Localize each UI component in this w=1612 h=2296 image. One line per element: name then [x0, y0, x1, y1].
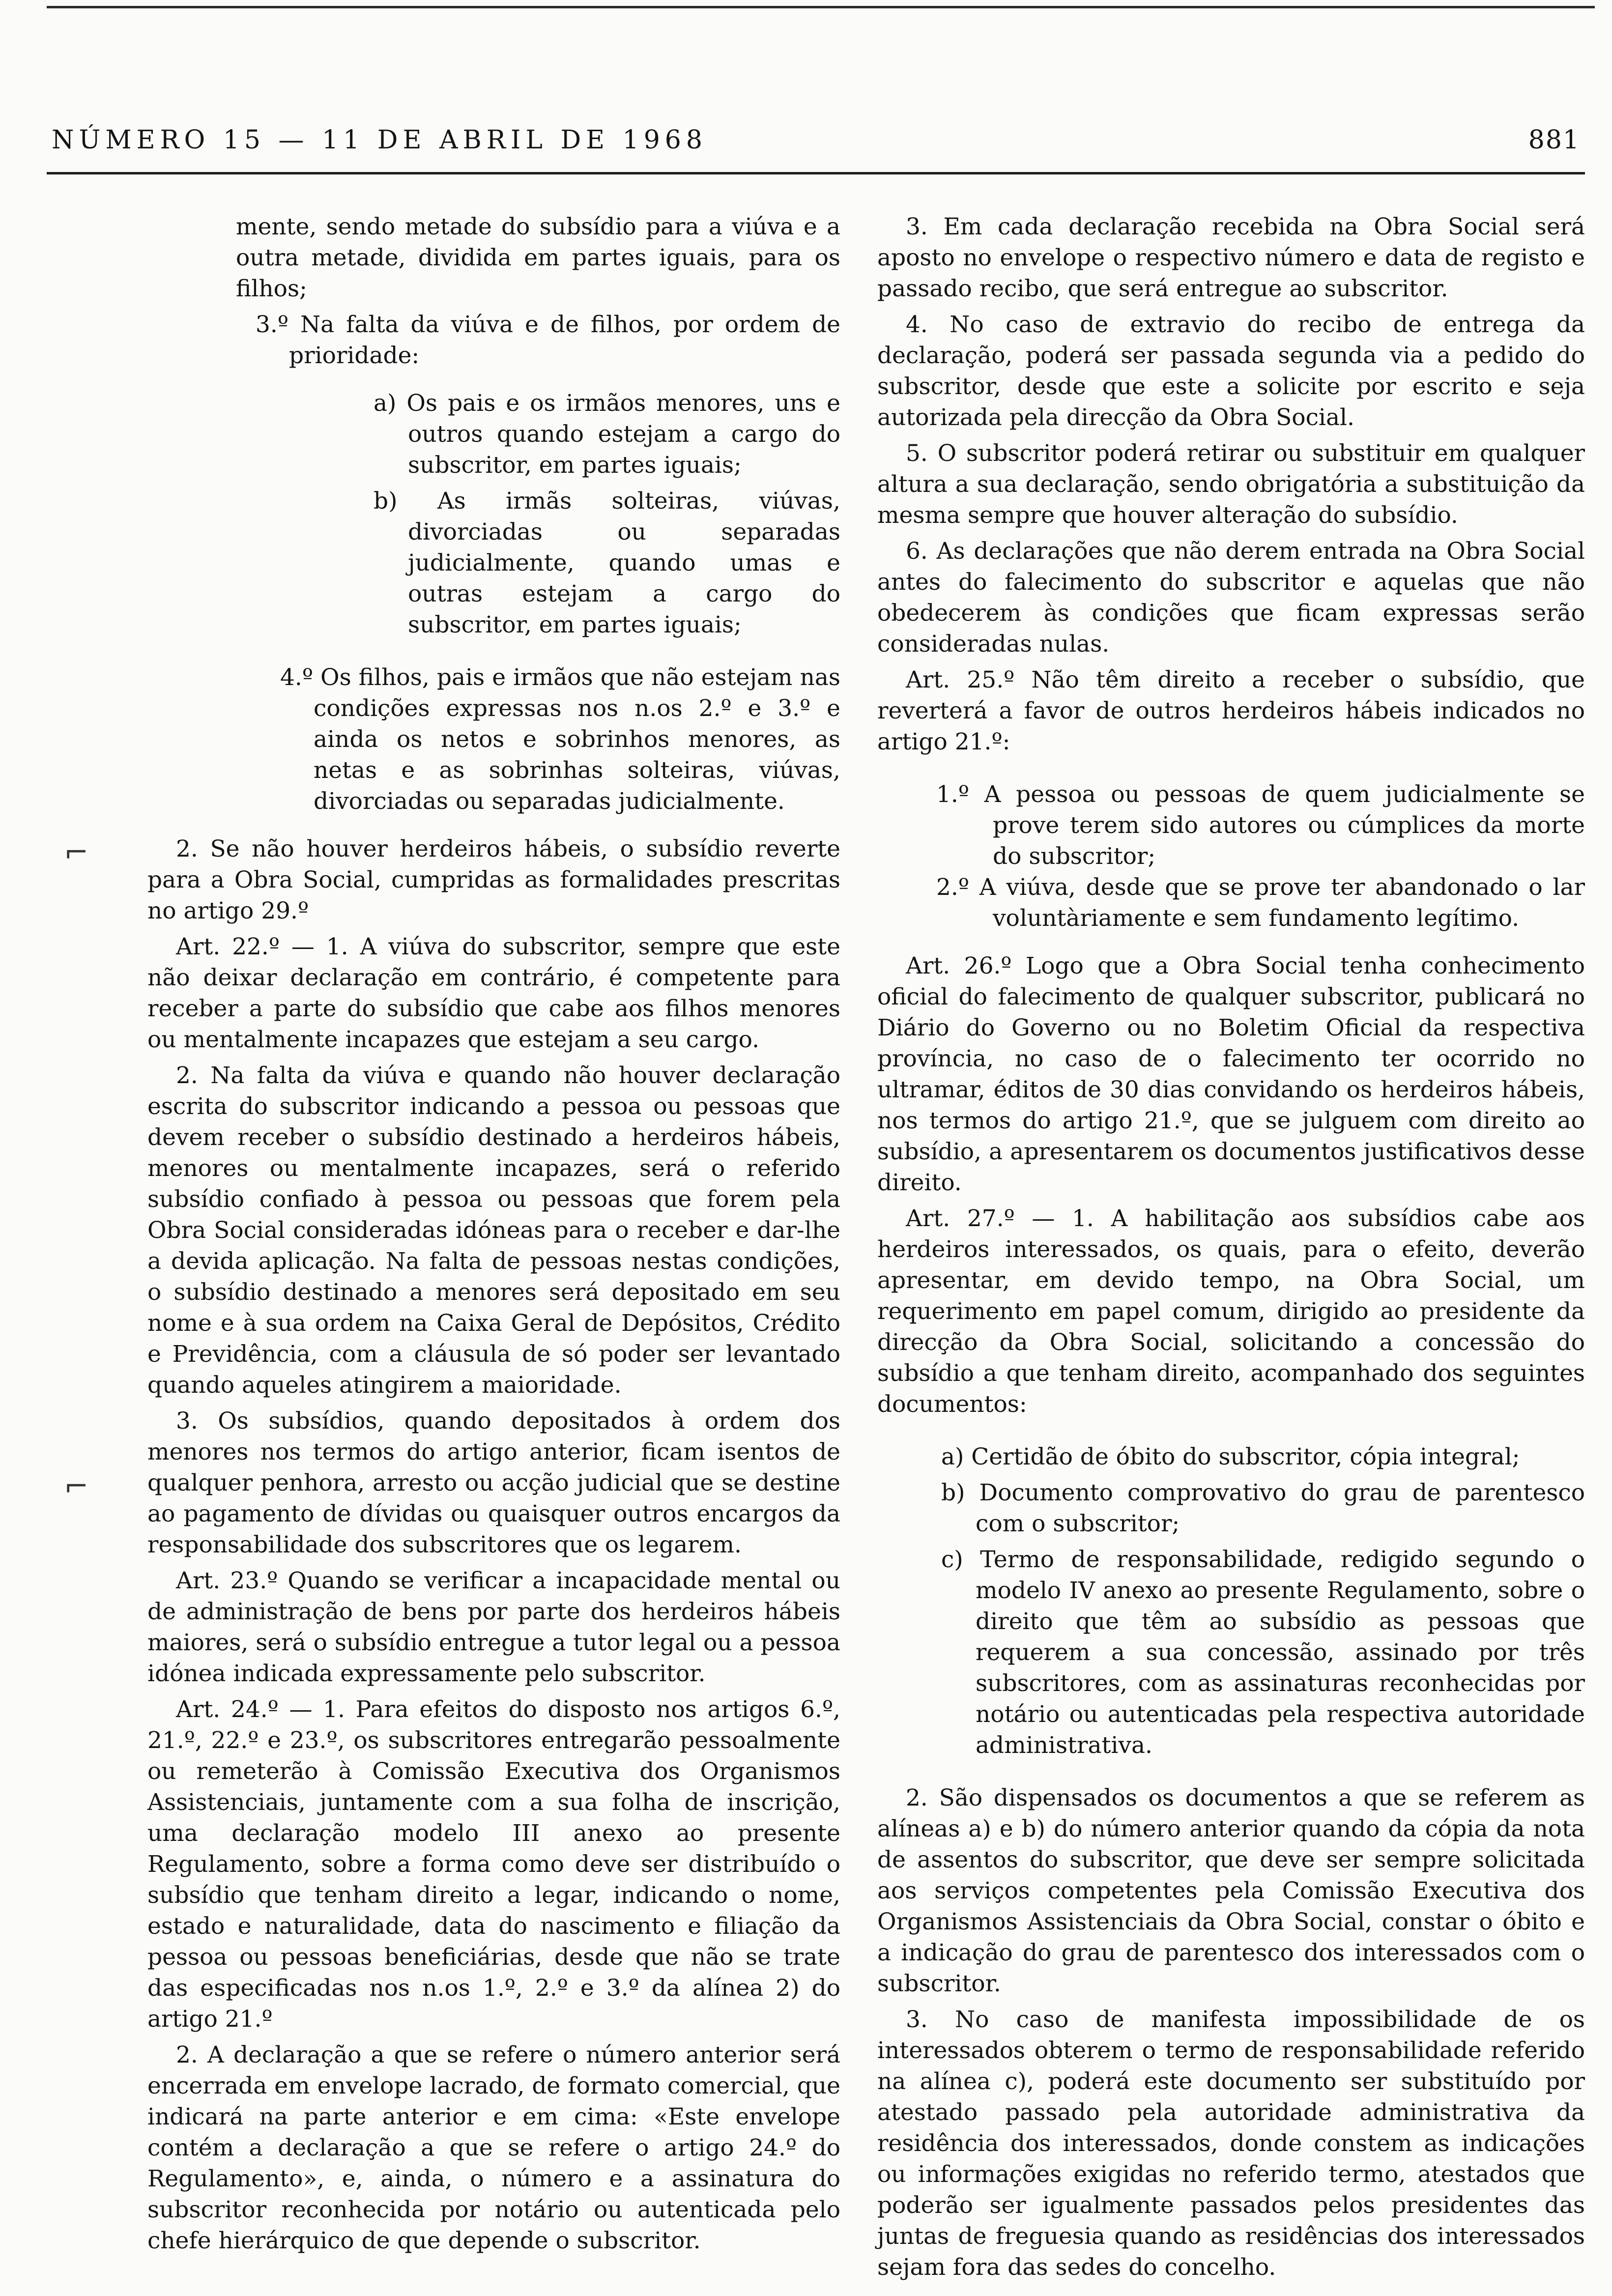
paragraph: 3. No caso de manifesta impossibilidade de os interessados obterem o termo de responsabilidade referido na alínea c), poderá este documento ser substituído por atestado passado pela autoridade administrativa da residência dos interessados, donde constem as indicações ou informações exigidas no referido termo, atestados que poderão ser igualmente passados pelos presidentes das juntas de freguesia quando as residências dos interessados sejam fora das sedes do concelho.: [877, 2006, 1585, 2281]
list-item: 2.º A viúva, desde que se prove ter abandonado o lar voluntàriamente e sem fundamento legítimo.: [936, 874, 1585, 932]
paragraph: 4.º Os filhos, pais e irmãos que não estejam nas condições expressas nos n.os 2.º e 3.º e ainda os netos e sobrinhos menores, as netas e as sobrinhas solteiras, viúvas, divorciadas ou separadas judicialmente.: [280, 664, 840, 815]
list-item: 1.º A pessoa ou pessoas de quem judicialmente se prove terem sido autores ou cúmplices da morte do subscritor;: [936, 781, 1585, 870]
list-item: b) Documento comprovativo do grau de parentesco com o subscritor;: [941, 1479, 1585, 1537]
issue-date-header: NÚMERO 15 — 11 DE ABRIL DE 1968: [52, 125, 707, 155]
paragraph: 4. No caso de extravio do recibo de entrega da declaração, poderá ser passada segunda via a pedido do subscritor, desde que este a solicite por escrito e seja autorizada pela direcção da Obra Social.: [877, 311, 1585, 431]
left-column: [147, 211, 840, 2261]
list-item: b) As irmãs solteiras, viúvas, divorciadas ou separadas judicialmente, quando umas e outras estejam a cargo do subscritor, em partes iguais;: [374, 488, 840, 638]
header-rule: [47, 172, 1585, 174]
article-22: Art. 22.º — 1. A viúva do subscritor, sempre que este não deixar declaração em contrário, é competente para receber a parte do subsídio que cabe aos filhos menores ou mentalmente incapazes que estejam a seu cargo.: [147, 933, 840, 1053]
paragraph: 2. A declaração a que se refere o número anterior será encerrada em envelope lacrado, de formato comercial, que indicará na parte anterior e em cima: «Este envelope contém a declaração a que se refere o artigo 24.º do Regulamento», e, ainda, o número e a assinatura do subscritor reconhecida por notário ou autenticada pelo chefe hierárquico de que depende o subscritor.: [147, 2041, 840, 2254]
paragraph: 3. Em cada declaração recebida na Obra Social será aposto no envelope o respectivo número e data de registo e passado recibo, que será entregue ao subscritor.: [877, 213, 1585, 302]
paragraph: 2. Se não houver herdeiros hábeis, o subsídio reverte para a Obra Social, cumpridas as formalidades prescritas no artigo 29.º: [147, 835, 840, 924]
page-number: 881: [1528, 125, 1580, 155]
right-column: [877, 211, 1585, 2288]
article-23: Art. 23.º Quando se verificar a incapacidade mental ou de administração de bens por parte dos herdeiros hábeis maiores, será o subsídio entregue a tutor legal ou a pessoa idónea indicada expressamente pelo subscritor.: [147, 1567, 840, 1687]
article-26: Art. 26.º Logo que a Obra Social tenha conhecimento oficial do falecimento de qualquer subscritor, publicará no Diário do Governo ou no Boletim Oficial da respectiva província, no caso de o falecimento ter ocorrido no ultramar, éditos de 30 dias convidando os herdeiros hábeis, nos termos do artigo 21.º, que se julguem com direito ao subsídio, a apresentarem os documentos justificativos desse direito.: [877, 952, 1585, 1196]
paragraph: 3. Os subsídios, quando depositados à ordem dos menores nos termos do artigo anterior, ficam isentos de qualquer penhora, arresto ou acção judicial que se destine ao pagamento de dívidas ou quaisquer outros encargos da responsabilidade dos subscritores que os legarem.: [147, 1407, 840, 1558]
paragraph: 2. Na falta da viúva e quando não houver declaração escrita do subscritor indicando a pessoa ou pessoas que devem receber o subsídio destinado a herdeiros hábeis, menores ou mentalmente incapazes, será o referido subsídio confiado à pessoa ou pessoas que forem pela Obra Social consideradas idóneas para o receber e dar-lhe a devida aplicação. Na falta de pessoas nestas condições, o subsídio destinado a menores será depositado em seu nome e à sua ordem na Caixa Geral de Depósitos, Crédito e Previdência, com a cláusula de só poder ser levantado quando aqueles atingirem a maioridade.: [147, 1062, 840, 1399]
page-header: [52, 125, 1580, 165]
paragraph: 2. São dispensados os documentos a que se referem as alíneas a) e b) do número anterior quando da cópia da nota de assentos do subscritor, que deve ser sempre solicitada aos serviços competentes pela Comissão Executiva dos Organismos Assistenciais da Obra Social, constar o óbito e a indicação do grau de parentesco dos interessados com o subscritor.: [877, 1784, 1585, 1997]
top-edge-rule: [47, 6, 1595, 8]
article-25: Art. 25.º Não têm direito a receber o subsídio, que reverterá a favor de outros herdeiros hábeis indicados no artigo 21.º:: [877, 666, 1585, 755]
list-item: a) Os pais e os irmãos menores, uns e outros quando estejam a cargo do subscritor, em partes iguais;: [374, 390, 840, 479]
article-24: Art. 24.º — 1. Para efeitos do disposto nos artigos 6.º, 21.º, 22.º e 23.º, os subscritores entregarão pessoalmente ou remeterão à Comissão Executiva dos Organismos Assistenciais, juntamente com a sua folha de inscrição, uma declaração modelo III anexo ao presente Regulamento, sobre a forma como deve ser distribuído o subsídio que tenham direito a legar, indicando o nome, estado e naturalidade, data do nascimento e filiação da pessoa ou pessoas beneficiárias, desde que não se trate das especificadas nos n.os 1.º, 2.º e 3.º da alínea 2) do artigo 21.º: [147, 1696, 840, 2033]
article-27: Art. 27.º — 1. A habilitação aos subsídios cabe aos herdeiros interessados, os quais, para o efeito, deverão apresentar, em devido tempo, na Obra Social, um requerimento em papel comum, dirigido ao presidente da direcção da Obra Social, solicitando a concessão do subsídio a que tenham direito, acompanhado dos seguintes documentos:: [877, 1205, 1585, 1418]
paragraph: 6. As declarações que não derem entrada na Obra Social antes do falecimento do subscritor e aquelas que não obedecerem às condições que ficam expressas serão consideradas nulas.: [877, 538, 1585, 658]
margin-mark: ⌐: [64, 1469, 89, 1504]
list-item: c) Termo de responsabilidade, redigido segundo o modelo IV anexo ao presente Regulamento, sobre o direito que têm ao subsídio as pessoas que requerem a sua concessão, assinado por três subscritores, com as assinaturas reconhecidas por notário ou autenticadas pela respectiva autoridade administrativa.: [941, 1546, 1585, 1759]
paragraph: mente, sendo metade do subsídio para a viúva e a outra metade, dividida em partes iguais, para os filhos;: [236, 213, 840, 302]
paragraph: 5. O subscritor poderá retirar ou substituir em qualquer altura a sua declaração, sendo obrigatória a substituição da mesma sempre que houver alteração do subsídio.: [877, 440, 1585, 529]
margin-mark: ⌐: [64, 835, 89, 870]
list-item: a) Certidão de óbito do subscritor, cópia integral;: [941, 1443, 1520, 1470]
paragraph: 3.º Na falta da viúva e de filhos, por ordem de prioridade:: [256, 311, 840, 369]
